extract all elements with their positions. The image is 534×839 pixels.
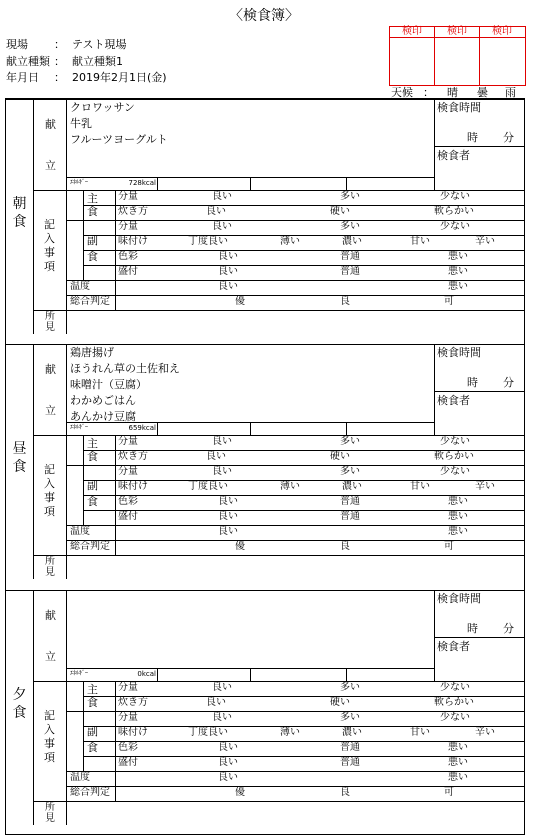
inspection-time-bottom — [434, 146, 525, 147]
energy-value: 728kcal — [128, 179, 156, 187]
rating-option: 悪い — [448, 496, 468, 507]
rating-option: 多い — [340, 221, 360, 232]
kinyu-divider — [66, 190, 67, 310]
rating-row-label: 分量 — [118, 466, 138, 477]
date-value: 2019年2月1日(金) — [72, 71, 167, 84]
site-colon: ： — [54, 38, 65, 51]
minute-label: 分 — [503, 131, 514, 144]
energy-divider — [346, 177, 347, 190]
meal-name: 昼食 — [12, 440, 27, 475]
site-value: テスト現場 — [72, 38, 127, 51]
rating-option: 良い — [212, 191, 232, 202]
menu-item: 鶏唐揚げ — [70, 346, 114, 359]
kinyu-label: 記入事項 — [44, 709, 55, 764]
meal-name: 夕食 — [12, 686, 27, 721]
rating-option: 薄い — [280, 236, 300, 247]
weather-option-rain: 雨 — [505, 86, 516, 99]
kinyu-label: 記入事項 — [44, 463, 55, 518]
fukushoku-label: 副食 — [87, 725, 98, 754]
energy-value: 659kcal — [128, 424, 156, 432]
rating-row-label: 温度 — [70, 772, 90, 783]
weather-label: 天候 — [391, 86, 413, 99]
rating-row-line — [66, 786, 525, 787]
shoken-label-2: 見 — [45, 322, 55, 333]
menu-item: フルーツヨーグルト — [70, 133, 168, 146]
rating-option: 悪い — [448, 742, 468, 753]
rating-option: 硬い — [330, 697, 350, 708]
rating-option: 良い — [218, 281, 238, 292]
weather-option-sunny: 晴 — [447, 86, 458, 99]
rating-option: 良い — [206, 697, 226, 708]
hour-label: 時 — [467, 131, 478, 144]
rating-row-label: 色彩 — [118, 742, 138, 753]
rating-option: 普通 — [340, 511, 360, 522]
kinyu-divider — [66, 435, 67, 555]
stamp-box — [389, 26, 526, 86]
energy-divider — [346, 422, 347, 435]
rating-option: 多い — [340, 466, 360, 477]
inspection-time-bottom — [434, 391, 525, 392]
meal-name-divider — [33, 344, 34, 579]
rating-option: 良い — [218, 772, 238, 783]
rating-row-label: 総合判定 — [70, 541, 110, 552]
meal-section-top — [5, 590, 525, 591]
shoken-top — [33, 310, 525, 311]
energy-value: 0kcal — [137, 670, 156, 678]
rating-option: 良い — [212, 712, 232, 723]
rating-option: 可 — [444, 296, 454, 307]
shushoku-label: 主食 — [87, 437, 98, 463]
rating-option: 良 — [340, 787, 350, 798]
rating-row-label: 総合判定 — [70, 787, 110, 798]
rating-option: 悪い — [448, 266, 468, 277]
energy-divider — [346, 668, 347, 681]
rating-option: 多い — [340, 682, 360, 693]
shoken-label-1: 所 — [45, 802, 55, 813]
date-colon: ： — [54, 71, 65, 84]
rating-row-label: 味付け — [118, 481, 148, 492]
rating-row-label: 分量 — [118, 221, 138, 232]
menu-item: 牛乳 — [70, 117, 92, 130]
rating-row-label: 盛付 — [118, 757, 138, 768]
shoken-divider — [66, 801, 67, 825]
rating-option: 普通 — [340, 757, 360, 768]
fukushoku-label: 副食 — [87, 234, 98, 263]
shoken-label-2: 見 — [45, 567, 55, 578]
rating-option: 良い — [218, 757, 238, 768]
shushoku-label: 主食 — [87, 683, 98, 709]
stamp-label-1: 検印 — [402, 26, 422, 37]
rating-option: 薄い — [280, 481, 300, 492]
rating-row-label: 味付け — [118, 236, 148, 247]
rating-option: 普通 — [340, 251, 360, 262]
rating-option: 辛い — [475, 727, 495, 738]
rating-option: 丁度良い — [188, 481, 228, 492]
rating-option: 良い — [212, 436, 232, 447]
menu-type-colon: ： — [54, 55, 65, 68]
rating-option: 辛い — [475, 481, 495, 492]
weather-option-cloudy: 曇 — [477, 86, 488, 99]
shoken-divider — [66, 555, 67, 579]
stamp-label-3: 検印 — [492, 26, 512, 37]
meal-name: 朝食 — [12, 195, 27, 230]
rating-option: 優 — [235, 787, 245, 798]
rating-option: 良い — [218, 526, 238, 537]
rating-option: 甘い — [410, 481, 430, 492]
meal-section-top — [5, 344, 525, 345]
shoken-top — [33, 801, 525, 802]
rating-option: 少ない — [440, 682, 470, 693]
menu-type-value: 献立種類1 — [72, 55, 123, 68]
energy-label: ｴﾈﾙｷﾞｰ — [70, 670, 89, 677]
rating-row-label: 炊き方 — [118, 451, 148, 462]
rating-row-label: 分量 — [118, 191, 138, 202]
rating-row-label: 色彩 — [118, 496, 138, 507]
inspection-time-label: 検食時間 — [437, 346, 481, 359]
kondate-right-divider — [434, 344, 435, 435]
rating-option: 可 — [444, 787, 454, 798]
date-label: 年月日 — [6, 71, 39, 84]
shushoku-label: 主食 — [87, 192, 98, 218]
menu-item: わかめごはん — [70, 394, 136, 407]
rating-option: 少ない — [440, 712, 470, 723]
rating-option: 軟らかい — [434, 451, 474, 462]
inspector-label: 検食者 — [437, 149, 470, 162]
rating-option: 硬い — [330, 206, 350, 217]
page-title: 〈検食簿〉 — [229, 8, 299, 24]
rating-option: 良い — [218, 251, 238, 262]
kondate-label-1: 献 — [45, 609, 56, 622]
rating-row-line — [66, 540, 525, 541]
rating-option: 硬い — [330, 451, 350, 462]
rating-option: 軟らかい — [434, 697, 474, 708]
minute-label: 分 — [503, 622, 514, 635]
rating-row-label: 盛付 — [118, 266, 138, 277]
rating-row-label: 炊き方 — [118, 206, 148, 217]
rating-option: 可 — [444, 541, 454, 552]
rating-option: 丁度良い — [188, 727, 228, 738]
fukushoku-label: 副食 — [87, 479, 98, 508]
rating-row-line — [83, 726, 525, 727]
hour-label: 時 — [467, 376, 478, 389]
rating-row-label: 分量 — [118, 436, 138, 447]
kinyu-label: 記入事項 — [44, 218, 55, 273]
kondate-label-2: 立 — [45, 650, 56, 663]
rating-option: 濃い — [342, 727, 362, 738]
rating-option: 良い — [212, 466, 232, 477]
rating-option: 良い — [218, 742, 238, 753]
menu-item: クロワッサン — [70, 101, 135, 114]
rating-option: 多い — [340, 712, 360, 723]
rating-row-label: 炊き方 — [118, 697, 148, 708]
kondate-label-1: 献 — [45, 118, 56, 131]
rating-option: 甘い — [410, 727, 430, 738]
rating-option: 優 — [235, 541, 245, 552]
kondate-label-1: 献 — [45, 363, 56, 376]
rating-row-line — [83, 480, 525, 481]
rating-option: 少ない — [440, 221, 470, 232]
energy-divider — [250, 177, 251, 190]
energy-divider — [250, 668, 251, 681]
inspector-label: 検食者 — [437, 394, 470, 407]
rating-row-label: 総合判定 — [70, 296, 110, 307]
rating-option: 少ない — [440, 466, 470, 477]
rating-option: 普通 — [340, 496, 360, 507]
kondate-label-2: 立 — [45, 159, 56, 172]
menu-item: ほうれん草の土佐和え — [70, 362, 180, 375]
rating-option: 悪い — [448, 511, 468, 522]
rating-row-label: 分量 — [118, 682, 138, 693]
rating-option: 優 — [235, 296, 245, 307]
rating-option: 薄い — [280, 727, 300, 738]
rating-option: 普通 — [340, 742, 360, 753]
rating-row-label: 味付け — [118, 727, 148, 738]
rating-row-label: 色彩 — [118, 251, 138, 262]
rating-option: 良い — [206, 206, 226, 217]
rating-option: 良い — [218, 496, 238, 507]
rating-option: 良い — [212, 221, 232, 232]
rating-option: 良 — [340, 296, 350, 307]
rating-option: 辛い — [475, 236, 495, 247]
energy-label: ｴﾈﾙｷﾞｰ — [70, 424, 89, 431]
meal-name-divider — [33, 590, 34, 825]
energy-label: ｴﾈﾙｷﾞｰ — [70, 179, 89, 186]
rating-option: 悪い — [448, 251, 468, 262]
rating-option: 悪い — [448, 281, 468, 292]
menu-item: あんかけ豆腐 — [70, 410, 136, 423]
kondate-label-2: 立 — [45, 404, 56, 417]
rating-option: 良 — [340, 541, 350, 552]
energy-divider — [157, 177, 158, 190]
rating-option: 少ない — [440, 191, 470, 202]
energy-divider — [157, 422, 158, 435]
rating-option: 多い — [340, 436, 360, 447]
inspection-time-bottom — [434, 637, 525, 638]
minute-label: 分 — [503, 376, 514, 389]
rating-option: 良い — [218, 266, 238, 277]
shoken-label-2: 見 — [45, 813, 55, 824]
rating-row-label: 分量 — [118, 712, 138, 723]
rating-option: 軟らかい — [434, 206, 474, 217]
rating-row-label: 盛付 — [118, 511, 138, 522]
rating-row-label: 温度 — [70, 281, 90, 292]
inspector-label: 検食者 — [437, 640, 470, 653]
menu-type-label: 献立種類 — [6, 55, 50, 68]
kondate-right-divider — [434, 99, 435, 190]
rating-option: 良い — [218, 511, 238, 522]
weather-colon: ： — [423, 86, 434, 99]
rating-row-line — [66, 295, 525, 296]
rating-option: 普通 — [340, 266, 360, 277]
inspection-time-label: 検食時間 — [437, 101, 481, 114]
rating-option: 濃い — [342, 481, 362, 492]
meal-name-divider — [33, 99, 34, 334]
rating-option: 少ない — [440, 436, 470, 447]
rating-option: 多い — [340, 191, 360, 202]
rating-option: 悪い — [448, 526, 468, 537]
inspection-time-label: 検食時間 — [437, 592, 481, 605]
kinyu-divider — [66, 681, 67, 801]
shoken-divider — [66, 310, 67, 334]
menu-item: 味噌汁（豆腐） — [70, 378, 147, 391]
shoken-label-1: 所 — [45, 556, 55, 567]
shoken-label-1: 所 — [45, 311, 55, 322]
meal-section-top — [5, 99, 525, 100]
rating-option: 悪い — [448, 757, 468, 768]
rating-option: 丁度良い — [188, 236, 228, 247]
rating-option: 濃い — [342, 236, 362, 247]
hour-label: 時 — [467, 622, 478, 635]
site-label: 現場 — [6, 38, 28, 51]
rating-option: 悪い — [448, 772, 468, 783]
shoken-top — [33, 555, 525, 556]
energy-divider — [250, 422, 251, 435]
rating-row-line — [83, 235, 525, 236]
energy-divider — [157, 668, 158, 681]
rating-row-label: 温度 — [70, 526, 90, 537]
kondate-right-divider — [434, 590, 435, 681]
rating-option: 良い — [206, 451, 226, 462]
rating-option: 甘い — [410, 236, 430, 247]
rating-option: 良い — [212, 682, 232, 693]
stamp-label-2: 検印 — [447, 26, 467, 37]
